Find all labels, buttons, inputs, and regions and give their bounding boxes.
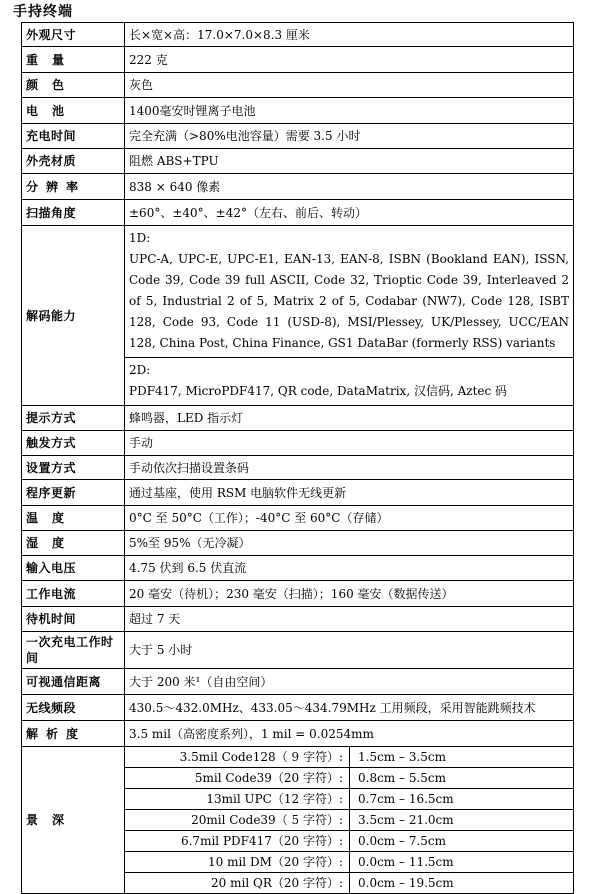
- barcode-spec: 6.7mil PDF417（20 字符）:: [125, 831, 350, 852]
- row-value: 通过基座，使用 RSM 电脑软件无线更新: [125, 480, 574, 506]
- decode-1d-heading: 1D:: [129, 231, 151, 245]
- row-label: 颜色: [22, 73, 125, 98]
- table-row: [22, 607, 574, 632]
- table-row: [22, 98, 574, 124]
- row-value: 20 毫安（待机）；230 毫安（扫描）；160 毫安（数据传送）: [125, 581, 574, 607]
- depth-of-field-table: [125, 747, 573, 893]
- barcode-spec: 10 mil DM（20 字符）:: [125, 852, 350, 873]
- row-label: 重量: [22, 47, 125, 73]
- table-row: [22, 531, 574, 556]
- decode-2d-section: [129, 358, 569, 405]
- table-row: [22, 174, 574, 200]
- row-value: 阻燃 ABS+TPU: [125, 149, 574, 174]
- row-label: 分辨率: [22, 174, 125, 200]
- row-label: 充电时间: [22, 124, 125, 149]
- range-value: 3.5cm – 21.0cm: [350, 810, 574, 831]
- table-row: [22, 431, 574, 456]
- spec-table: [21, 22, 574, 894]
- row-value: 838 × 640 像素: [125, 174, 574, 200]
- row-value: 超过 7 天: [125, 607, 574, 632]
- row-value: ±60°、±40°、±42°（左右、前后、转动）: [125, 200, 574, 226]
- row-value: 蜂鸣器，LED 指示灯: [125, 406, 574, 431]
- table-row: [125, 747, 573, 768]
- range-value: 0.8cm – 5.5cm: [350, 768, 574, 789]
- row-value: 大于 200 米¹（自由空间）: [125, 669, 574, 695]
- decode-capability-cell: [125, 226, 574, 406]
- table-row: [22, 480, 574, 506]
- table-row: [22, 695, 574, 721]
- table-row: [125, 831, 573, 852]
- decode-2d-list: PDF417, MicroPDF417, QR code, DataMatrix, 汉信码, Aztec 码: [129, 384, 508, 398]
- row-label: 外壳材质: [22, 149, 125, 174]
- range-value: 0.0cm – 19.5cm: [358, 876, 454, 890]
- row-value: 0°C 至 50°C（工作）；-40°C 至 60°C（存储）: [125, 506, 574, 531]
- table-row: [22, 23, 574, 47]
- table-row: [125, 768, 573, 789]
- row-label: 工作电流: [22, 581, 125, 607]
- row-value: 222 克: [125, 47, 574, 73]
- barcode-spec: 20 mil QR（20 字符）:: [125, 873, 350, 894]
- range-value: 1.5cm – 3.5cm: [350, 747, 574, 768]
- row-label: 触发方式: [22, 431, 125, 456]
- row-value: 灰色: [125, 73, 574, 98]
- row-value: 手动依次扫描设置条码: [125, 456, 574, 480]
- table-row: [125, 789, 573, 810]
- table-row: [22, 456, 574, 480]
- table-row: [22, 632, 574, 669]
- table-row: [125, 810, 573, 831]
- row-label: 解码能力: [22, 226, 125, 406]
- barcode-spec: 3.5mil Code128（ 9 字符）:: [125, 747, 350, 768]
- table-row: [22, 556, 574, 581]
- row-label: 设置方式: [22, 456, 125, 480]
- table-row: [22, 669, 574, 695]
- table-row: [22, 226, 574, 406]
- table-row: [22, 747, 574, 894]
- decode-1d-section: [129, 226, 569, 357]
- row-value: 4.75 伏到 6.5 伏直流: [125, 556, 574, 581]
- range-value: 0.0cm – 7.5cm: [350, 831, 574, 852]
- row-label: 温度: [22, 506, 125, 531]
- range-value: 0.7cm – 16.5cm: [350, 789, 574, 810]
- row-label: 程序更新: [22, 480, 125, 506]
- row-value: 3.5 mil（高密度系列），1 mil = 0.0254mm: [125, 721, 574, 747]
- table-row: [22, 73, 574, 98]
- table-row: [22, 506, 574, 531]
- depth-of-field-cell: [125, 747, 574, 894]
- row-label: 输入电压: [22, 556, 125, 581]
- row-label: 提示方式: [22, 406, 125, 431]
- row-label: 可视通信距离: [22, 669, 125, 695]
- row-value: 5%至 95%（无冷凝）: [125, 531, 574, 556]
- barcode-spec: 20mil Code39（ 5 字符）:: [125, 810, 350, 831]
- row-label: 待机时间: [22, 607, 125, 632]
- decode-1d-list: UPC-A, UPC-E, UPC-E1, EAN-13, EAN-8, ISBN (Bookland EAN), ISSN, Code 39, Code 39 full ASCII, Code 32, Trioptic Code 39, Interleaved 2 of 5, Industrial 2 of 5, Matrix 2 of 5, Codabar (NW7), Code 128, ISBT 128, Code 93, Code 11 (USD-8), MSI/Plessey, UK/Plessey, UCC/EAN 128, China Post, China Finance, GS1 DataBar (formerly RSS) variants: [129, 252, 569, 350]
- row-label: 一次充电工作时间: [22, 632, 125, 669]
- table-row: [125, 852, 573, 873]
- table-row: [22, 721, 574, 747]
- row-label: 景深: [22, 747, 125, 894]
- row-value: 430.5～432.0MHz、433.05～434.79MHz 工用频段，采用智能跳频技术: [125, 695, 574, 721]
- row-value: 1400毫安时锂离子电池: [125, 98, 574, 124]
- row-label: 扫描角度: [22, 200, 125, 226]
- barcode-spec: 13mil UPC（12 字符）:: [125, 789, 350, 810]
- table-row: [22, 124, 574, 149]
- decode-2d-heading: 2D:: [129, 363, 151, 377]
- barcode-spec: 5mil Code39（20 字符）:: [125, 768, 350, 789]
- row-value: 手动: [125, 431, 574, 456]
- table-row: [22, 149, 574, 174]
- row-label: 无线频段: [22, 695, 125, 721]
- row-label: 电池: [22, 98, 125, 124]
- row-value: 长×宽×高：17.0×7.0×8.3 厘米: [125, 23, 574, 47]
- row-value: 大于 5 小时: [125, 632, 574, 669]
- row-label: 外观尺寸: [22, 23, 125, 47]
- row-value: 完全充满（>80%电池容量）需要 3.5 小时: [125, 124, 574, 149]
- row-label: 解析度: [22, 721, 125, 747]
- table-row: [22, 200, 574, 226]
- row-label: 湿度: [22, 531, 125, 556]
- table-row: [22, 406, 574, 431]
- table-row: [22, 581, 574, 607]
- page-title: 手持终端: [13, 4, 73, 20]
- table-row: [22, 47, 574, 73]
- range-value: 0.0cm – 11.5cm: [350, 852, 574, 873]
